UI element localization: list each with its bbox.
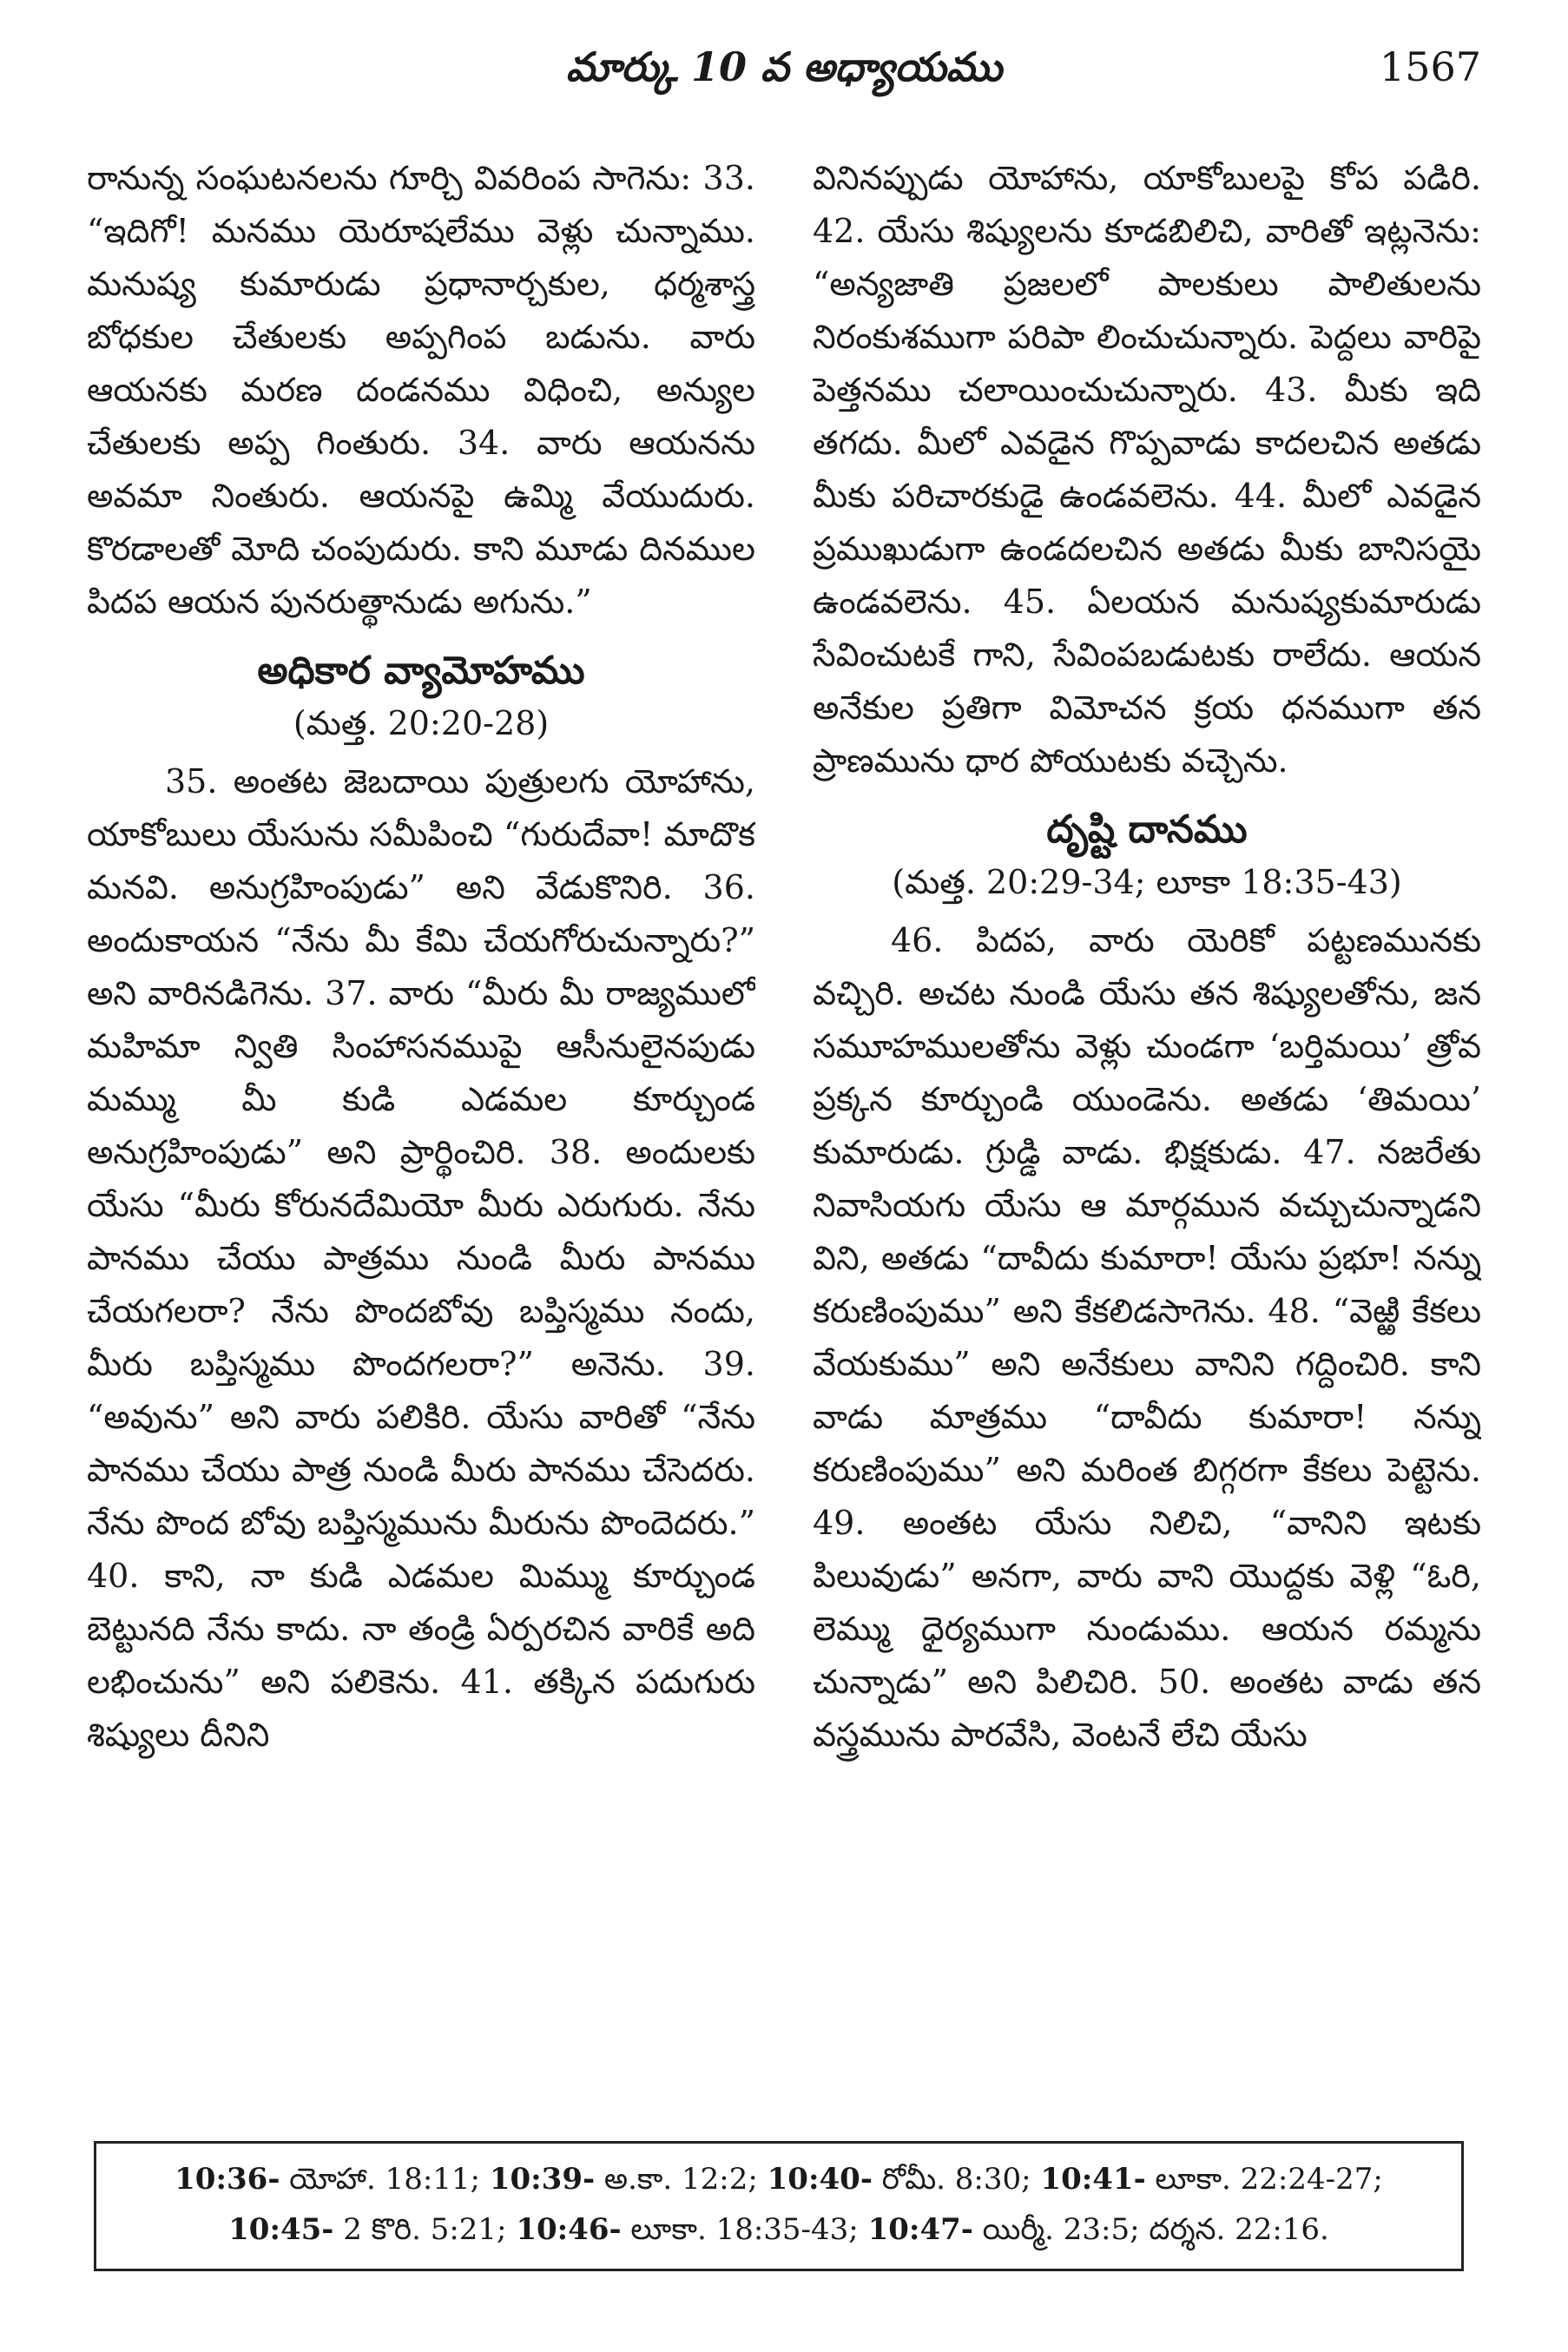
footnote-ref: 10:46- (516, 2212, 622, 2247)
footnote-text: లూకా. 22:24-27; (1145, 2162, 1383, 2197)
right-column (813, 152, 1481, 2097)
footnote-ref: 10:41- (1040, 2162, 1146, 2197)
footnote-text: అ.కా. 12:2; (595, 2162, 768, 2197)
footnote-line-1 (96, 2154, 1461, 2204)
footnote-text: లూకా. 18:35-43; (621, 2212, 868, 2247)
paragraph: వినినప్పుడు యోహాను, యాకోబులపై కోప పడిరి. 42. యేసు శిష్యులను కూడబిలిచి, వారితో ఇట్లనెను: “అన్యజాతి ప్రజలలో పాలకులు పాలితులను నిరంకుశముగా పరిపా లించుచున్నారు. పెద్దలు వారిపై పెత్తనము చలాయించుచున్నారు. 43. మీకు ఇది తగదు. మీలో ఎవడైన గొప్పవాడు కాదలచిన అతడు మీకు పరిచారకుడై ఉండవలెను. 44. మీలో ఎవడైన ప్రముఖుడుగా ఉండదలచిన అతడు మీకు బానిసయై ఉండవలెను. 45. ఏలయన మనుష్యకుమారుడు సేవించుటకే గాని, సేవింపబడుటకు రాలేదు. ఆయన అనేకుల ప్రతిగా విమోచన క్రయ ధనముగా తన ప్రాణమును ధార పోయుటకు వచ్చెను. (813, 159, 1481, 780)
footnote-ref: 10:39- (489, 2162, 596, 2197)
footnote-ref: 10:40- (767, 2162, 873, 2197)
page-number: 1567 (1379, 43, 1481, 90)
footnote-text: 2 కొరి. 5:21; (333, 2212, 517, 2247)
footnote-ref: 10:47- (867, 2212, 973, 2247)
footnote-text: రోమీ. 8:30; (872, 2162, 1041, 2197)
section-heading: అధికార వ్యామోహము (257, 649, 585, 693)
section-heading: దృష్టి దానము (1046, 807, 1248, 852)
footnote-ref: 10:36- (175, 2162, 280, 2197)
paragraph: 46. పిదప, వారు యెరికో పట్టణమునకు వచ్చిరి. అచట నుండి యేసు తన శిష్యులతోను, జన సమూహములతోను వెళ్లు చుండగా ‘బర్తిమయి’ త్రోవ ప్రక్కన కూర్చుండి యుండెను. అతడు ‘తిమయి’ కుమారుడు. గ్రుడ్డి వాడు. భిక్షకుడు. 47. నజరేతు నివాసియగు యేసు ఆ మార్గమున వచ్చుచున్నాడని విని, అతడు “దావీదు కుమారా! యేసు ప్రభూ! నన్ను కరుణింపుము” అని కేకలిడసాగెను. 48. “వెఱ్ఱి కేకలు వేయకుము” అని అనేకులు వానిని గద్దించిరి. కాని వాడు మాత్రము “దావీదు కుమారా! నన్ను కరుణింపుము” అని మరింత బిగ్గరగా కేకలు పెట్టెను. 49. అంతట యేసు నిలిచి, “వానిని ఇటకు పిలువుడు” అనగా, వారు వాని యొద్దకు వెళ్లి “ఓరి, లెమ్ము ధైర్యముగా నుండుము. ఆయన రమ్మను చున్నాడు” అని పిలిచిరి. 50. అంతట వాడు తన వస్త్రమును పారవేసి, వెంటనే లేచి యేసు (813, 921, 1481, 1754)
cross-reference: (మత్త. 20:29-34; లూకా 18:35-43) (892, 863, 1402, 901)
footnote-box (94, 2141, 1464, 2271)
page-header (87, 35, 1481, 113)
chapter-title: మార్కు 10 వ అధ్యాయము (565, 43, 1003, 90)
footnote-ref: 10:45- (228, 2212, 334, 2247)
cross-reference: (మత్త. 20:20-28) (293, 704, 550, 742)
paragraph: 35. అంతట జెబదాయి పుత్రులగు యోహాను, యాకోబులు యేసును సమీపించి “గురుదేవా! మాదొక మనవి. అనుగ్రహింపుడు” అని వేడుకొనిరి. 36. అందుకాయన “నేను మీ కేమి చేయగోరుచున్నారు?” అని వారినడిగెను. 37. వారు “మీరు మీ రాజ్యములో మహిమా న్వితి సింహాసనముపై ఆసీనులైనపుడు మమ్ము మీ కుడి ఎడమల కూర్చుండ అనుగ్రహింపుడు” అని ప్రార్థించిరి. 38. అందులకు యేసు “మీరు కోరునదేమియో మీరు ఎరుగురు. నేను పానము చేయు పాత్రము నుండి మీరు పానము చేయగలరా? నేను పొందబోవు బప్తిస్మము నందు, మీరు బప్తిస్మము పొందగలరా?” అనెను. 39. “అవును” అని వారు పలికిరి. యేసు వారితో “నేను పానము చేయు పాత్ర నుండి మీరు పానము చేసెదరు. నేను పొంద బోవు బప్తిస్మమును మీరును పొందెదరు.” 40. కాని, నా కుడి ఎడమల మిమ్ము కూర్చుండ బెట్టునది నేను కాదు. నా తండ్రి ఏర్పరచిన వారికే అది లభించును” అని పలికెను. 41. తక్కిన పదుగురు శిష్యులు దీనిని (87, 762, 755, 1754)
paragraph: రానున్న సంఘటనలను గూర్చి వివరింప సాగెను: 33. “ఇదిగో! మనము యెరూషలేము వెళ్లు చున్నాము. మనుష్య కుమారుడు ప్రధానార్చకుల, ధర్మశాస్త్ర బోధకుల చేతులకు అప్పగింప బడును. వారు ఆయనకు మరణ దండనము విధించి, అన్యుల చేతులకు అప్ప గింతురు. 34. వారు ఆయనను అవమా నింతురు. ఆయనపై ఉమ్మి వేయుదురు. కొరడాలతో మోది చంపుదురు. కాని మూడు దినముల పిదప ఆయన పునరుత్థానుడు అగును.” (87, 159, 755, 621)
footnote-line-2 (96, 2204, 1461, 2255)
footnote-text: యిర్మీ. 23:5; దర్శన. 22:16. (972, 2212, 1329, 2247)
left-column (87, 152, 755, 2097)
footnote-text: యోహా. 18:11; (280, 2162, 490, 2197)
